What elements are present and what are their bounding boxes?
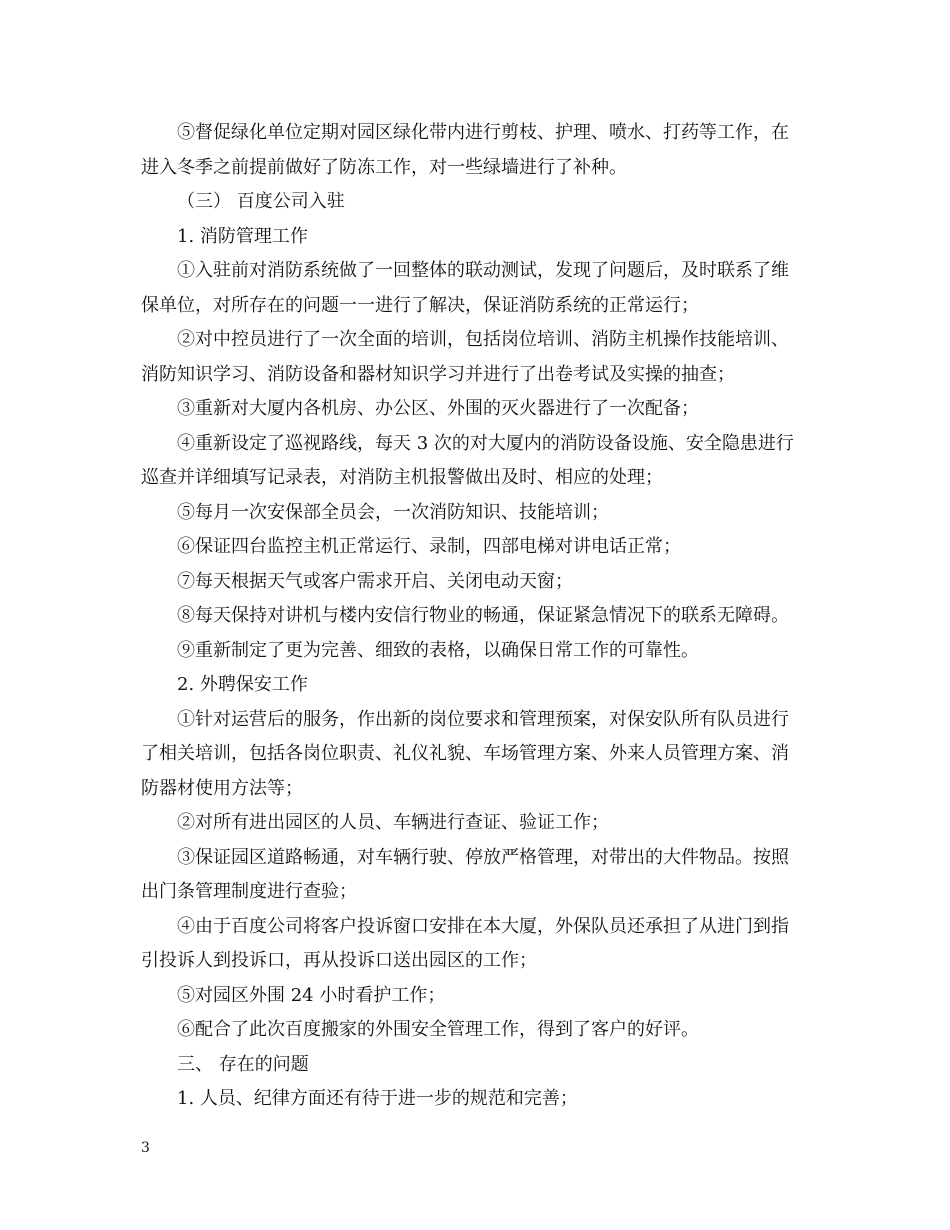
text-line: ⑥配合了此次百度搬家的外围安全管理工作，得到了客户的好评。 [177,1019,699,1040]
document-body [141,116,813,1117]
text-line: ③保证园区道路畅通，对车辆行驶、停放严格管理，对带出的大件物品。按照 [177,846,789,868]
text-line: ②对中控员进行了一次全面的培训，包括岗位培训、消防主机操作技能培训、 [177,329,789,350]
text-line: ④重新设定了巡视路线，每天 3 次的对大厦内的消防设备设施、安全隐患进行 [177,432,794,454]
text-line: ①入驻前对消防系统做了一回整体的联动测试，发现了问题后，及时联系了维 [177,260,789,281]
text-line: 1. 消防管理工作 [177,225,308,247]
text-line: ⑥保证四台监控主机正常运行、录制，四部电梯对讲电话正常； [177,536,681,557]
text-line: 保单位，对所存在的问题一一进行了解决，保证消防系统的正常运行； [141,294,699,316]
text-line: 1. 人员、纪律方面还有待于进一步的规范和完善； [177,1088,578,1109]
text-line: ⑦每天根据天气或客户需求开启、关闭电动天窗； [177,570,573,592]
text-line: ⑤对园区外围 24 小时看护工作； [177,984,446,1006]
text-line: ⑧每天保持对讲机与楼内安信行物业的畅通，保证紧急情况下的联系无障碍。 [177,605,789,626]
text-line: ②对所有进出园区的人员、车辆进行查证、验证工作； [177,812,609,833]
text-line: 巡查并详细填写记录表，对消防主机报警做出及时、相应的处理； [141,467,663,488]
text-line: 出门条管理制度进行查验； [141,881,357,902]
text-line: 2. 外聘保安工作 [177,674,308,695]
text-line: ⑤每月一次安保部全员会，一次消防知识、技能培训； [177,501,609,523]
text-line: 进入冬季之前提前做好了防冻工作，对一些绿墙进行了补种。 [141,156,627,178]
text-line: （三） 百度公司入驻 [177,191,345,212]
text-line: 消防知识学习、消防设备和器材知识学习并进行了出卷考试及实操的抽查； [141,363,735,385]
text-line: 了相关培训，包括各岗位职责、礼仪礼貌、车场管理方案、外来人员管理方案、消 [141,743,789,764]
text-line: ⑤督促绿化单位定期对园区绿化带内进行剪枝、护理、喷水、打药等工作，在 [177,122,789,143]
text-line: 引投诉人到投诉口，再从投诉口送出园区的工作； [141,950,537,971]
text-line: ①针对运营后的服务，作出新的岗位要求和管理预案，对保安队所有队员进行 [177,708,789,730]
text-line: ⑨重新制定了更为完善、细致的表格，以确保日常工作的可靠性。 [177,639,699,661]
text-line: ③重新对大厦内各机房、办公区、外围的灭火器进行了一次配备； [177,398,699,419]
page-number: 3 [141,1140,150,1156]
text-line: 三、 存在的问题 [177,1053,309,1075]
text-line: 防器材使用方法等； [141,777,303,799]
text-line: ④由于百度公司将客户投诉窗口安排在本大厦，外保队员还承担了从进门到指 [177,915,789,937]
